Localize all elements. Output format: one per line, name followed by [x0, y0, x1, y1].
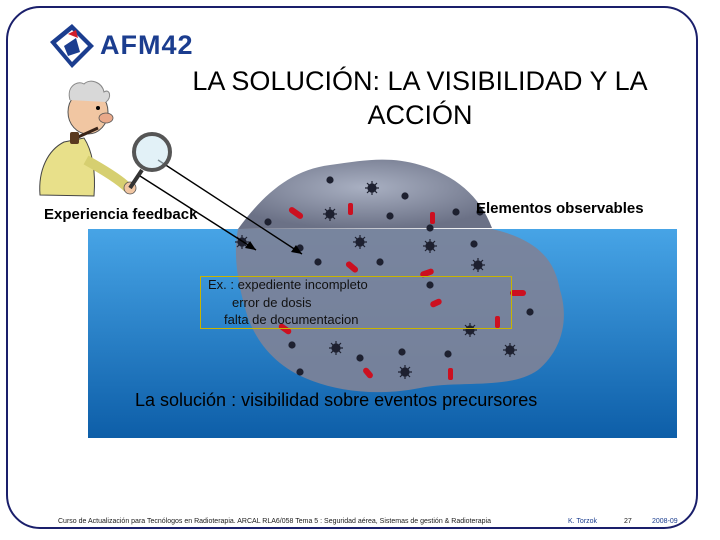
example-line-1: Ex. : expediente incompleto: [208, 277, 368, 292]
solution-statement: La solución : visibilidad sobre eventos precursores: [135, 390, 538, 410]
title-line-2: ACCIÓN: [367, 100, 473, 130]
iceberg-top: [238, 160, 492, 229]
footer-date: 2008-09: [652, 518, 678, 525]
example-line-3: falta de documentacion: [224, 312, 359, 327]
footer-page-number: 27: [624, 518, 632, 525]
footer-author: K. Torzok: [568, 518, 598, 525]
observer-with-magnifier-icon: [40, 81, 170, 196]
logo-text: AFM42: [100, 30, 194, 60]
example-line-2: error de dosis: [232, 295, 312, 310]
footer-course: Curso de Actualización para Tecnólogos en Radioterapia. ARCAL RLA6/058 Tema 5 : Seguridad aérea, Sistemas de gestión & Radioterapia: [58, 518, 491, 525]
title-line-1: LA SOLUCIÓN: LA VISIBILIDAD Y LA: [192, 66, 648, 96]
label-experiencia-feedback: Experiencia feedback: [44, 206, 198, 223]
label-elementos-observables: Elementos observables: [476, 200, 644, 217]
